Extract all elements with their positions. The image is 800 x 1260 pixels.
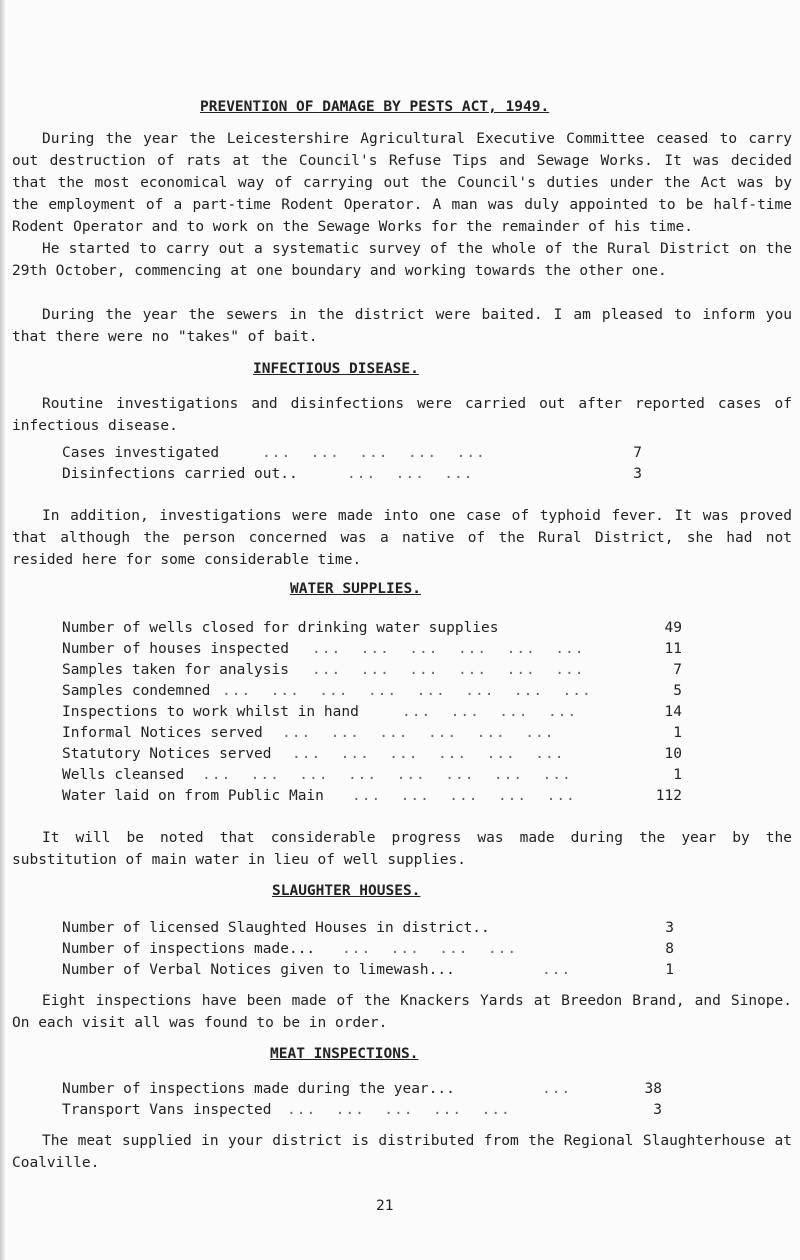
stat-label: Transport Vans inspected xyxy=(62,1102,272,1118)
stat-row xyxy=(62,617,702,639)
stat-label: Wells cleansed xyxy=(62,767,185,783)
stat-value: 1 xyxy=(665,962,674,978)
stat-label: Cases investigated xyxy=(62,445,220,461)
stat-label: Disinfections carried out.. xyxy=(62,466,298,482)
stat-row: Wells cleansed ... ... ... ... ... ... ... ... 1 xyxy=(62,764,702,786)
stat-value: 112 xyxy=(655,788,682,804)
stat-row: Samples taken for analysis ... ... ... ... ... ... 7 xyxy=(62,659,702,681)
stat-value: 1 xyxy=(673,725,682,741)
stat-row: Number of Verbal Notices given to limewash... ... 1 xyxy=(62,959,682,981)
stat-label: Number of wells closed for drinking water supplies xyxy=(62,620,499,636)
stat-row: Cases investigated ... ... ... ... ... 7 xyxy=(62,442,662,464)
stat-row xyxy=(62,917,682,939)
stat-value: 8 xyxy=(665,941,674,957)
stat-row: Inspections to work whilst in hand ... ... ... ... 14 xyxy=(62,701,702,723)
paragraph-pests-1: During the year the Leicestershire Agricultural Executive Committee ceased to carry out destruction of rats at the Council's Refuse Tips and Sewage Works. It was decided that the most economical way of carrying out the Council's duties under the Act was by the employment of a part-time Rodent Operator. A man was duly appointed to be half-time Rodent Operator and to work on the Sewage Works for the remainder of his time. xyxy=(12,131,792,235)
stat-row: Informal Notices served ... ... ... ... ... ... 1 xyxy=(62,722,702,744)
stat-value: 3 xyxy=(633,466,642,482)
paragraph-infectious-2: In addition, investigations were made into one case of typhoid fever. It was proved that although the person concerned was a native of the Rural District, she had not resided here for some considerable time. xyxy=(12,508,792,568)
paragraph-pests-2: He started to carry out a systematic survey of the whole of the Rural District on the 29th October, commencing at one boundary and working towards the other one. xyxy=(12,241,792,279)
stat-label: Number of licensed Slaughted Houses in district.. xyxy=(62,920,490,936)
stat-value: 14 xyxy=(664,704,682,720)
stat-value: 3 xyxy=(653,1102,662,1118)
scan-edge-shadow xyxy=(0,0,6,1260)
heading-meat-inspections: MEAT INSPECTIONS. xyxy=(270,1046,419,1062)
page-number: 21 xyxy=(376,1198,394,1214)
stat-label: Number of inspections made... xyxy=(62,941,316,957)
stat-label: Number of Verbal Notices given to limewash... xyxy=(62,962,455,978)
stat-row: Water laid on from Public Main ... ... ... ... ... 112 xyxy=(62,785,702,807)
stat-value: 7 xyxy=(633,445,642,461)
paragraph-meat: The meat supplied in your district is distributed from the Regional Slaughterhouse at Coalville. xyxy=(12,1133,792,1171)
stat-value: 5 xyxy=(673,683,682,699)
stat-label: Informal Notices served xyxy=(62,725,263,741)
stat-row: Number of houses inspected ... ... ... ... ... ... 11 xyxy=(62,638,702,660)
stat-row: Samples condemned ... ... ... ... ... ... ... ... 5 xyxy=(62,680,702,702)
stat-value: 11 xyxy=(664,641,682,657)
heading-slaughter-houses: SLAUGHTER HOUSES. xyxy=(272,883,421,899)
stat-value: 3 xyxy=(665,920,674,936)
stat-row: Disinfections carried out.. ... ... ... 3 xyxy=(62,463,662,485)
stat-value: 38 xyxy=(644,1081,662,1097)
stat-value: 49 xyxy=(664,620,682,636)
stat-label: Inspections to work whilst in hand xyxy=(62,704,359,720)
heading-pests-act: PREVENTION OF DAMAGE BY PESTS ACT, 1949. xyxy=(200,99,550,115)
stat-label: Number of houses inspected xyxy=(62,641,289,657)
stat-value: 7 xyxy=(673,662,682,678)
paragraph-infectious-1: Routine investigations and disinfections were carried out after reported cases of infectious disease. xyxy=(12,396,792,434)
paragraph-slaughter: Eight inspections have been made of the Knackers Yards at Breedon Brand, and Sinope. On each visit all was found to be in order. xyxy=(12,993,792,1031)
stat-value: 1 xyxy=(673,767,682,783)
heading-water-supplies: WATER SUPPLIES. xyxy=(290,581,421,597)
stat-value: 10 xyxy=(664,746,682,762)
stat-label: Samples condemned xyxy=(62,683,211,699)
stat-row: Statutory Notices served ... ... ... ... ... ... 10 xyxy=(62,743,702,765)
stat-label: Number of inspections made during the year... xyxy=(62,1081,455,1097)
paragraph-pests-3: During the year the sewers in the district were baited. I am pleased to inform you that there were no "takes" of bait. xyxy=(12,307,792,345)
stat-label: Water laid on from Public Main xyxy=(62,788,324,804)
paragraph-water: It will be noted that considerable progress was made during the year by the substitution of main water in lieu of well supplies. xyxy=(12,830,792,868)
stat-label: Statutory Notices served xyxy=(62,746,272,762)
stat-row: Transport Vans inspected ... ... ... ... ... 3 xyxy=(62,1099,682,1121)
stat-row: Number of inspections made... ... ... ... ... 8 xyxy=(62,938,682,960)
heading-infectious-disease: INFECTIOUS DISEASE. xyxy=(253,361,419,377)
stat-label: Samples taken for analysis xyxy=(62,662,289,678)
stat-row: Number of inspections made during the year... ... 38 xyxy=(62,1078,682,1100)
